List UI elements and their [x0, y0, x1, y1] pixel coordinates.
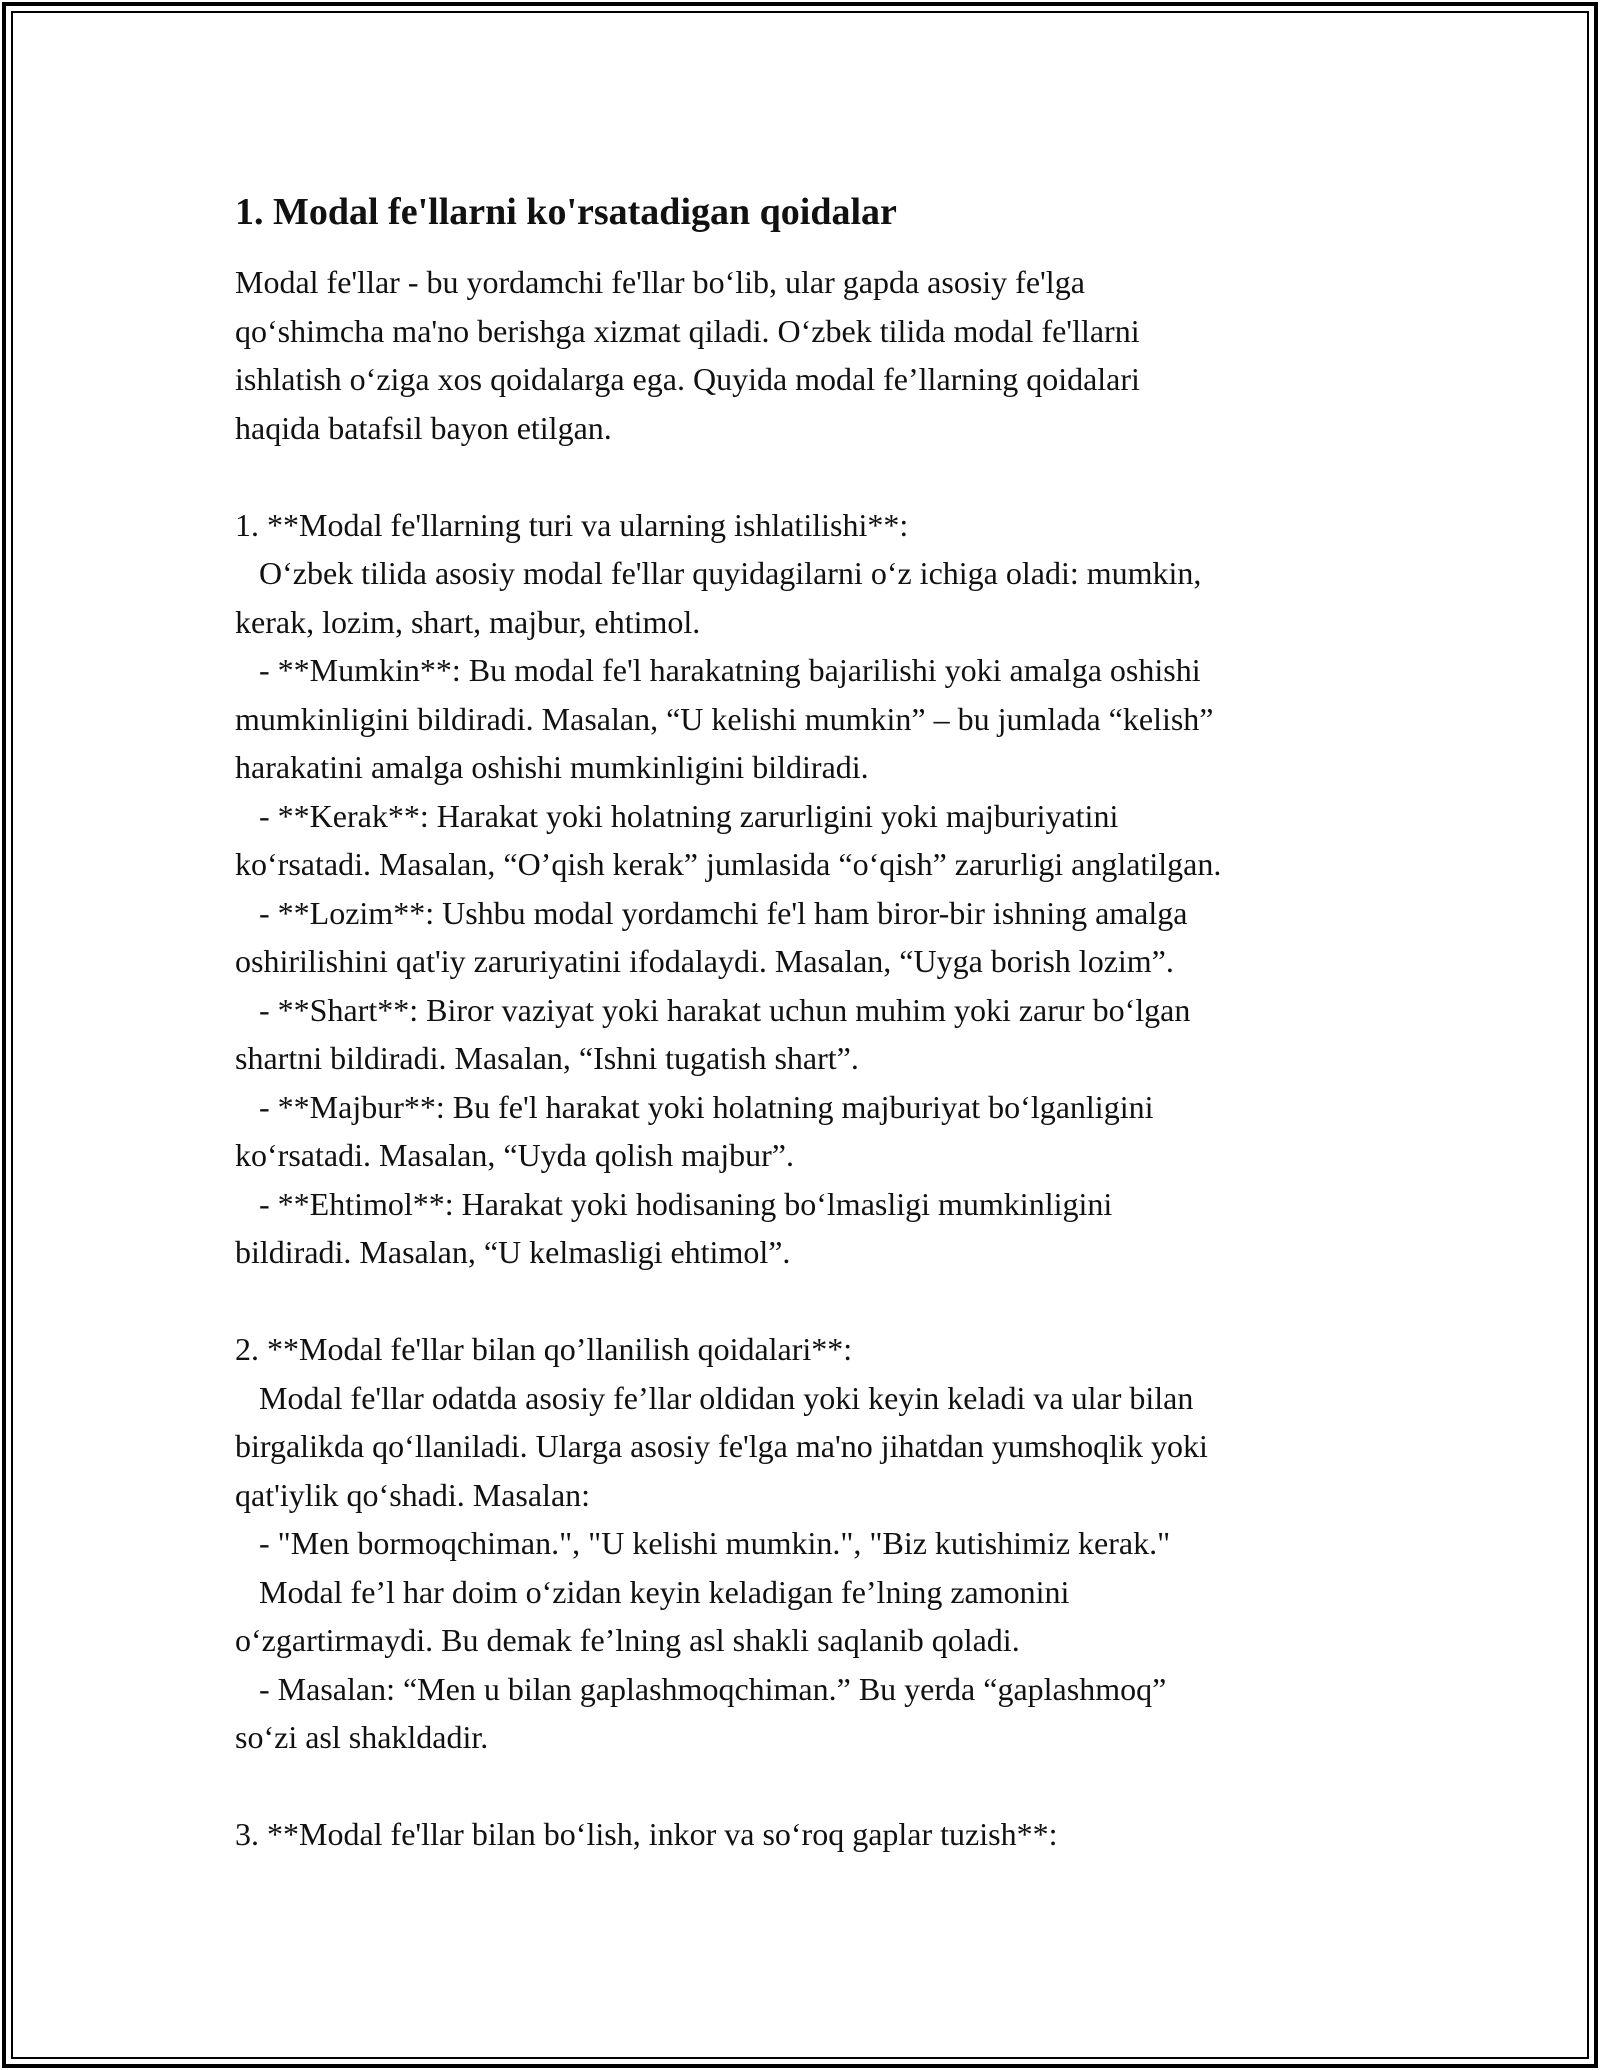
- section-1: [235, 501, 1435, 1277]
- text-line: - **Shart**: Biror vaziyat yoki harakat uchun muhim yoki zarur bo‘lgan: [235, 991, 1191, 1028]
- text-line: - **Lozim**: Ushbu modal yordamchi fe'l ham biror-bir ishning amalga: [235, 894, 1188, 931]
- section-2: [235, 1325, 1435, 1762]
- intro-paragraph: [235, 258, 1435, 452]
- text-line: - Masalan: “Men u bilan gaplashmoqchiman.” Bu yerda “gaplashmoq”: [235, 1670, 1167, 1707]
- text-line: mumkinligini bildiradi. Masalan, “U kelishi mumkin” – bu jumlada “kelish”: [235, 700, 1214, 737]
- text-line: qo‘shimcha ma'no berishga xizmat qiladi. O‘zbek tilida modal fe'llarni: [235, 312, 1140, 349]
- text-line: birgalikda qo‘llaniladi. Ularga asosiy fe'lga ma'no jihatdan yumshoqlik yoki: [235, 1428, 1208, 1464]
- text-line: oshirilishini qat'iy zaruriyatini ifodalaydi. Masalan, “Uyga borish lozim”.: [235, 943, 1174, 979]
- section-heading: 2. **Modal fe'llar bilan qo’llanilish qoidalari**:: [235, 1331, 853, 1367]
- text-line: shartni bildiradi. Masalan, “Ishni tugatish shart”.: [235, 1040, 859, 1076]
- document-title: 1. Modal fe'llarni ko'rsatadigan qoidalar: [235, 191, 897, 233]
- text-line: qat'iylik qo‘shadi. Masalan:: [235, 1476, 591, 1513]
- text-line: ishlatish o‘ziga xos qoidalarga ega. Quyida modal fe’llarning qoidalari: [235, 361, 1140, 397]
- text-line: - "Men bormoqchiman.", "U kelishi mumkin.", "Biz kutishimiz kerak.": [235, 1525, 1171, 1561]
- text-line: o‘zgartirmaydi. Bu demak fe’lning asl shakli saqlanib qoladi.: [235, 1622, 1020, 1658]
- document-body: [235, 188, 1435, 1859]
- text-line: - **Majbur**: Bu fe'l harakat yoki holatning majburiyat bo‘lganligini: [235, 1088, 1154, 1125]
- text-line: Modal fe'llar odatda asosiy fe’llar oldidan yoki keyin keladi va ular bilan: [235, 1379, 1194, 1416]
- text-line: Modal fe'llar - bu yordamchi fe'llar bo‘lib, ular gapda asosiy fe'lga: [235, 264, 1085, 300]
- text-line: Modal fe’l har doim o‘zidan keyin keladigan fe’lning zamonini: [235, 1573, 1070, 1610]
- blank-line: [235, 1277, 1435, 1326]
- blank-line: [235, 452, 1435, 501]
- text-line: bildiradi. Masalan, “U kelmasligi ehtimol”.: [235, 1234, 791, 1270]
- text-line: - **Kerak**: Harakat yoki holatning zarurligini yoki majburiyatini: [235, 797, 1119, 834]
- text-line: kerak, lozim, shart, majbur, ehtimol.: [235, 603, 701, 640]
- text-line: O‘zbek tilida asosiy modal fe'llar quyidagilarni o‘z ichiga oladi: mumkin,: [235, 555, 1202, 591]
- section-3: [235, 1810, 1435, 1859]
- text-line: ko‘rsatadi. Masalan, “Uyda qolish majbur”.: [235, 1137, 794, 1173]
- section-heading: 1. **Modal fe'llarning turi va ularning ishlatilishi**:: [235, 506, 909, 543]
- text-line: haqida batafsil bayon etilgan.: [235, 409, 612, 446]
- text-line: ko‘rsatadi. Masalan, “O’qish kerak” jumlasida “o‘qish” zarurligi anglatilgan.: [235, 846, 1222, 882]
- text-line: - **Ehtimol**: Harakat yoki hodisaning bo‘lmasligi mumkinligini: [235, 1185, 1113, 1222]
- text-line: harakatini amalga oshishi mumkinligini bildiradi.: [235, 749, 869, 785]
- text-line: so‘zi asl shakldadir.: [235, 1719, 489, 1755]
- blank-line: [235, 1762, 1435, 1811]
- section-heading: 3. **Modal fe'llar bilan bo‘lish, inkor va so‘roq gaplar tuzish**:: [235, 1816, 1058, 1852]
- text-line: - **Mumkin**: Bu modal fe'l harakatning bajarilishi yoki amalga oshishi: [235, 652, 1201, 688]
